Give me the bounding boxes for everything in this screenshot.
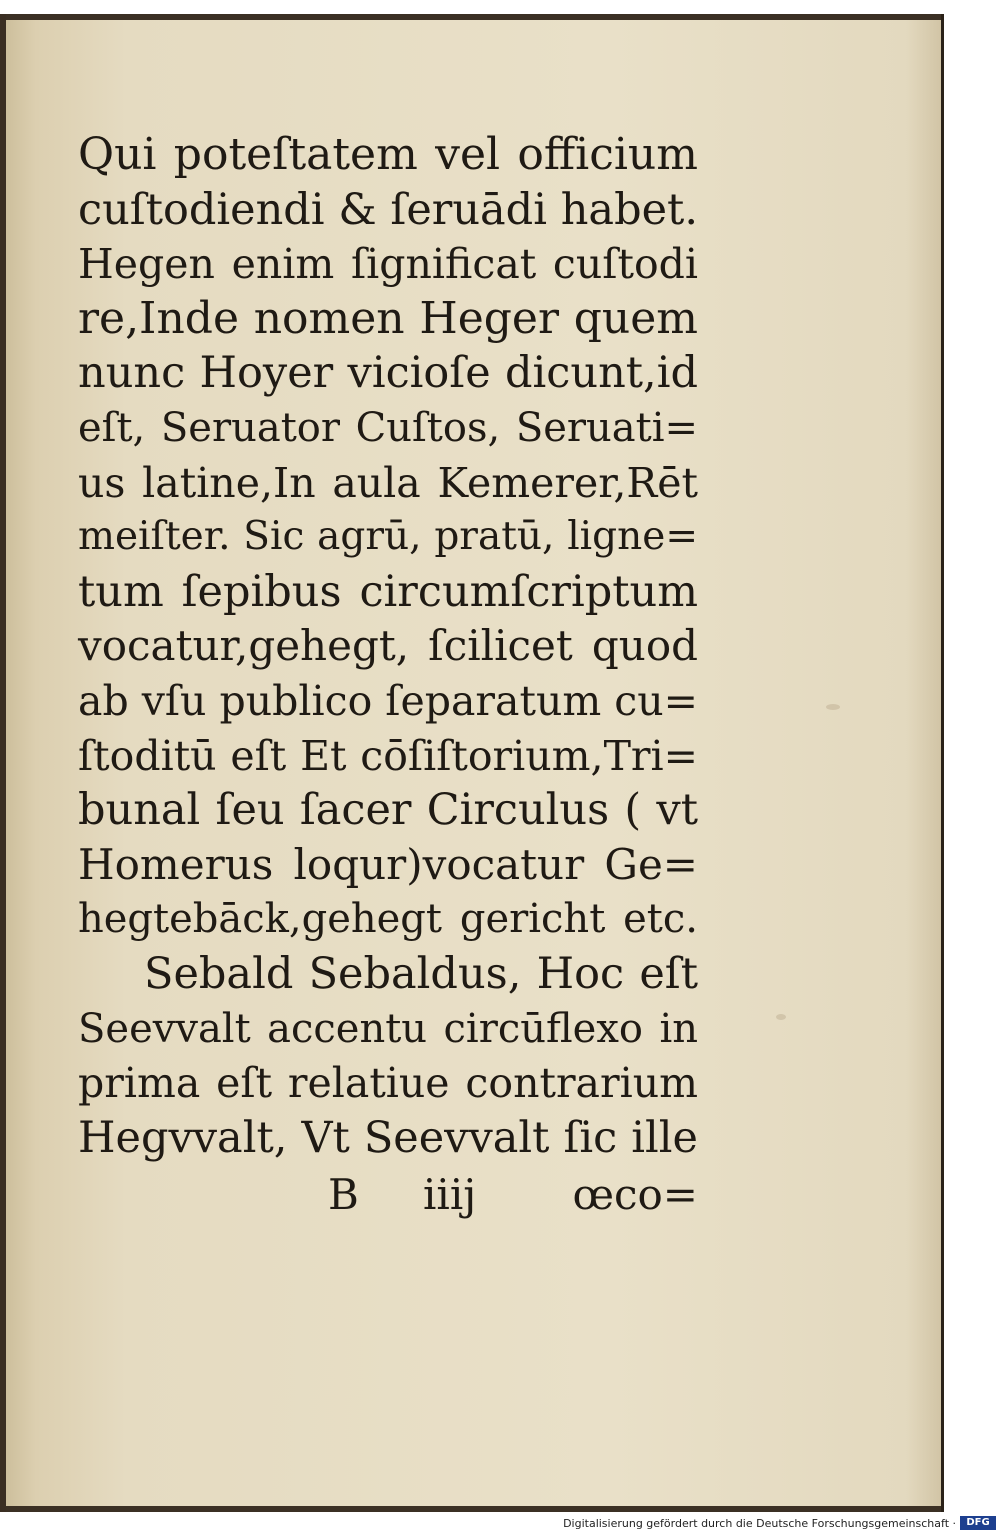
text-line: vocatur,gehegt, ſcilicet quod [78,621,698,671]
paper-stain [776,1014,786,1020]
text-line: Sebald Sebaldus, Hoc eſt [144,948,698,999]
text-line: bunal ſeu ſacer Circulus ( vt [78,785,698,836]
text-line: meiſter. Sic agrū, pratū, ligne= [78,514,698,560]
text-line: ſtoditū eſt Et cōſiſtorium,Tri= [78,731,698,780]
text-line: eſt, Seruator Cuſtos, Seruati= [78,404,698,451]
dfg-logo-icon: DFG [960,1516,996,1530]
text-line: nunc Hoyer vicioſe dicunt,id [78,348,698,399]
text-line: ab vſu publico ſeparatum cu= [78,676,698,725]
text-line: Seevvalt accentu circūflexo in [78,1005,698,1052]
text-line: tum ſepibus circumſcriptum [78,566,698,617]
text-line: cuſtodiendi & ſeruādi habet. [78,184,698,235]
footer-bar [0,1515,1000,1533]
signature-mark: B [328,1170,359,1219]
text-line: us latine,In aula Kemerer,Rēt [78,458,698,507]
paper-stain [826,704,840,710]
text-line: re,Inde nomen Heger quem [78,292,698,344]
catchword: œco= [572,1170,698,1219]
text-line: Hegen enim ſignificat cuſtodi [78,240,698,289]
text-line: prima eſt relatiue contrarium [78,1059,698,1108]
text-line: Hegvvalt, Vt Seevvalt ſic ille [78,1112,698,1163]
text-line: hegtebāck,gehegt gericht etc. [78,896,698,943]
text-line: Homerus loqur)vocatur Ge= [78,839,698,889]
funding-credit: Digitalisierung gefördert durch die Deutsche Forschungsgemeinschaft · [563,1517,956,1530]
signature-number: iiij [423,1170,477,1219]
page-text [78,128,698,1165]
signature-line [78,1170,698,1226]
text-line: Qui poteſtatem vel officium [78,129,698,180]
